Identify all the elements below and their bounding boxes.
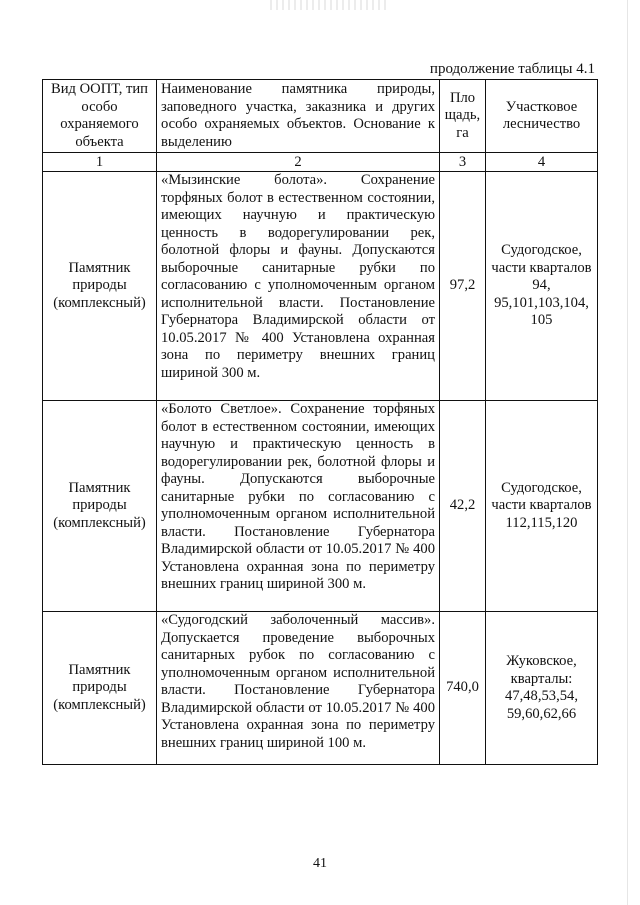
cell-ootp-type: Памятник природы (комплексный) bbox=[43, 401, 157, 612]
cell-forestry: Судогодское, части кварталов 112,115,120 bbox=[486, 401, 598, 612]
table-row bbox=[43, 172, 598, 401]
protected-areas-table bbox=[42, 79, 598, 765]
cell-forestry: Судогодское, части кварталов 94, 95,101,103,104, 105 bbox=[486, 172, 598, 401]
cell-area: 42,2 bbox=[440, 401, 486, 612]
cell-ootp-type: Памятник природы (комплексный) bbox=[43, 612, 157, 765]
cell-ootp-type: Памятник природы (комплексный) bbox=[43, 172, 157, 401]
column-number-row bbox=[43, 153, 598, 172]
column-number: 2 bbox=[157, 153, 440, 172]
cell-area: 97,2 bbox=[440, 172, 486, 401]
page-number: 41 bbox=[313, 856, 327, 871]
cell-description: «Мызинские болота». Сохранение торфяных болот в естественном состоянии, имеющих научную и практическую ценность в водорегулировании рек, болотной флоры и фауны. Допускаются выборочные санитарные рубки по согласованию с уполномоченным органом исполнительной власти. Постановление Губернатора Владимирской области от 10.05.2017 № 400 Установлена охранная зона по периметру внешних границ шириной 300 м. bbox=[157, 172, 440, 401]
header-cell-area: Пло щадь, га bbox=[440, 80, 486, 153]
header-cell-name: Наименование памятника природы, заповедного участка, заказника и других особо охраняемых объектов. Основание к выделению bbox=[157, 80, 440, 153]
cell-description: «Болото Светлое». Сохранение торфяных болот в естественном состоянии, имеющих научную и практическую ценность в водорегулировании рек, болотной флоры и фауны. Допускаются выборочные санитарные рубки по согласованию с уполномоченным органом исполнительной власти. Постановление Губернатора Владимирской области от 10.05.2017 № 400 Установлена охранная зона по периметру внешних границ шириной 300 м. bbox=[157, 401, 440, 612]
table-row bbox=[43, 401, 598, 612]
header-cell-forestry: Участковое лесничество bbox=[486, 80, 598, 153]
table-header-row bbox=[43, 80, 598, 153]
cell-area: 740,0 bbox=[440, 612, 486, 765]
column-number: 1 bbox=[43, 153, 157, 172]
table-continuation-label: продолжение таблицы 4.1 bbox=[429, 61, 595, 77]
column-number: 4 bbox=[486, 153, 598, 172]
header-cell-type: Вид ООПТ, тип особо охраняемого объекта bbox=[43, 80, 157, 153]
table-row bbox=[43, 612, 598, 765]
scan-edge-line bbox=[627, 0, 628, 905]
scan-artifact bbox=[270, 0, 390, 10]
cell-forestry: Жуковское, кварталы: 47,48,53,54, 59,60,62,66 bbox=[486, 612, 598, 765]
cell-description: «Судогодский заболоченный массив». Допускается проведение выборочных санитарных рубок по согласованию с уполномоченным органом исполнительной власти. Постановление Губернатора Владимирской области от 10.05.2017 № 400 Установлена охранная зона по периметру внешних границ шириной 100 м. bbox=[157, 612, 440, 765]
column-number: 3 bbox=[440, 153, 486, 172]
